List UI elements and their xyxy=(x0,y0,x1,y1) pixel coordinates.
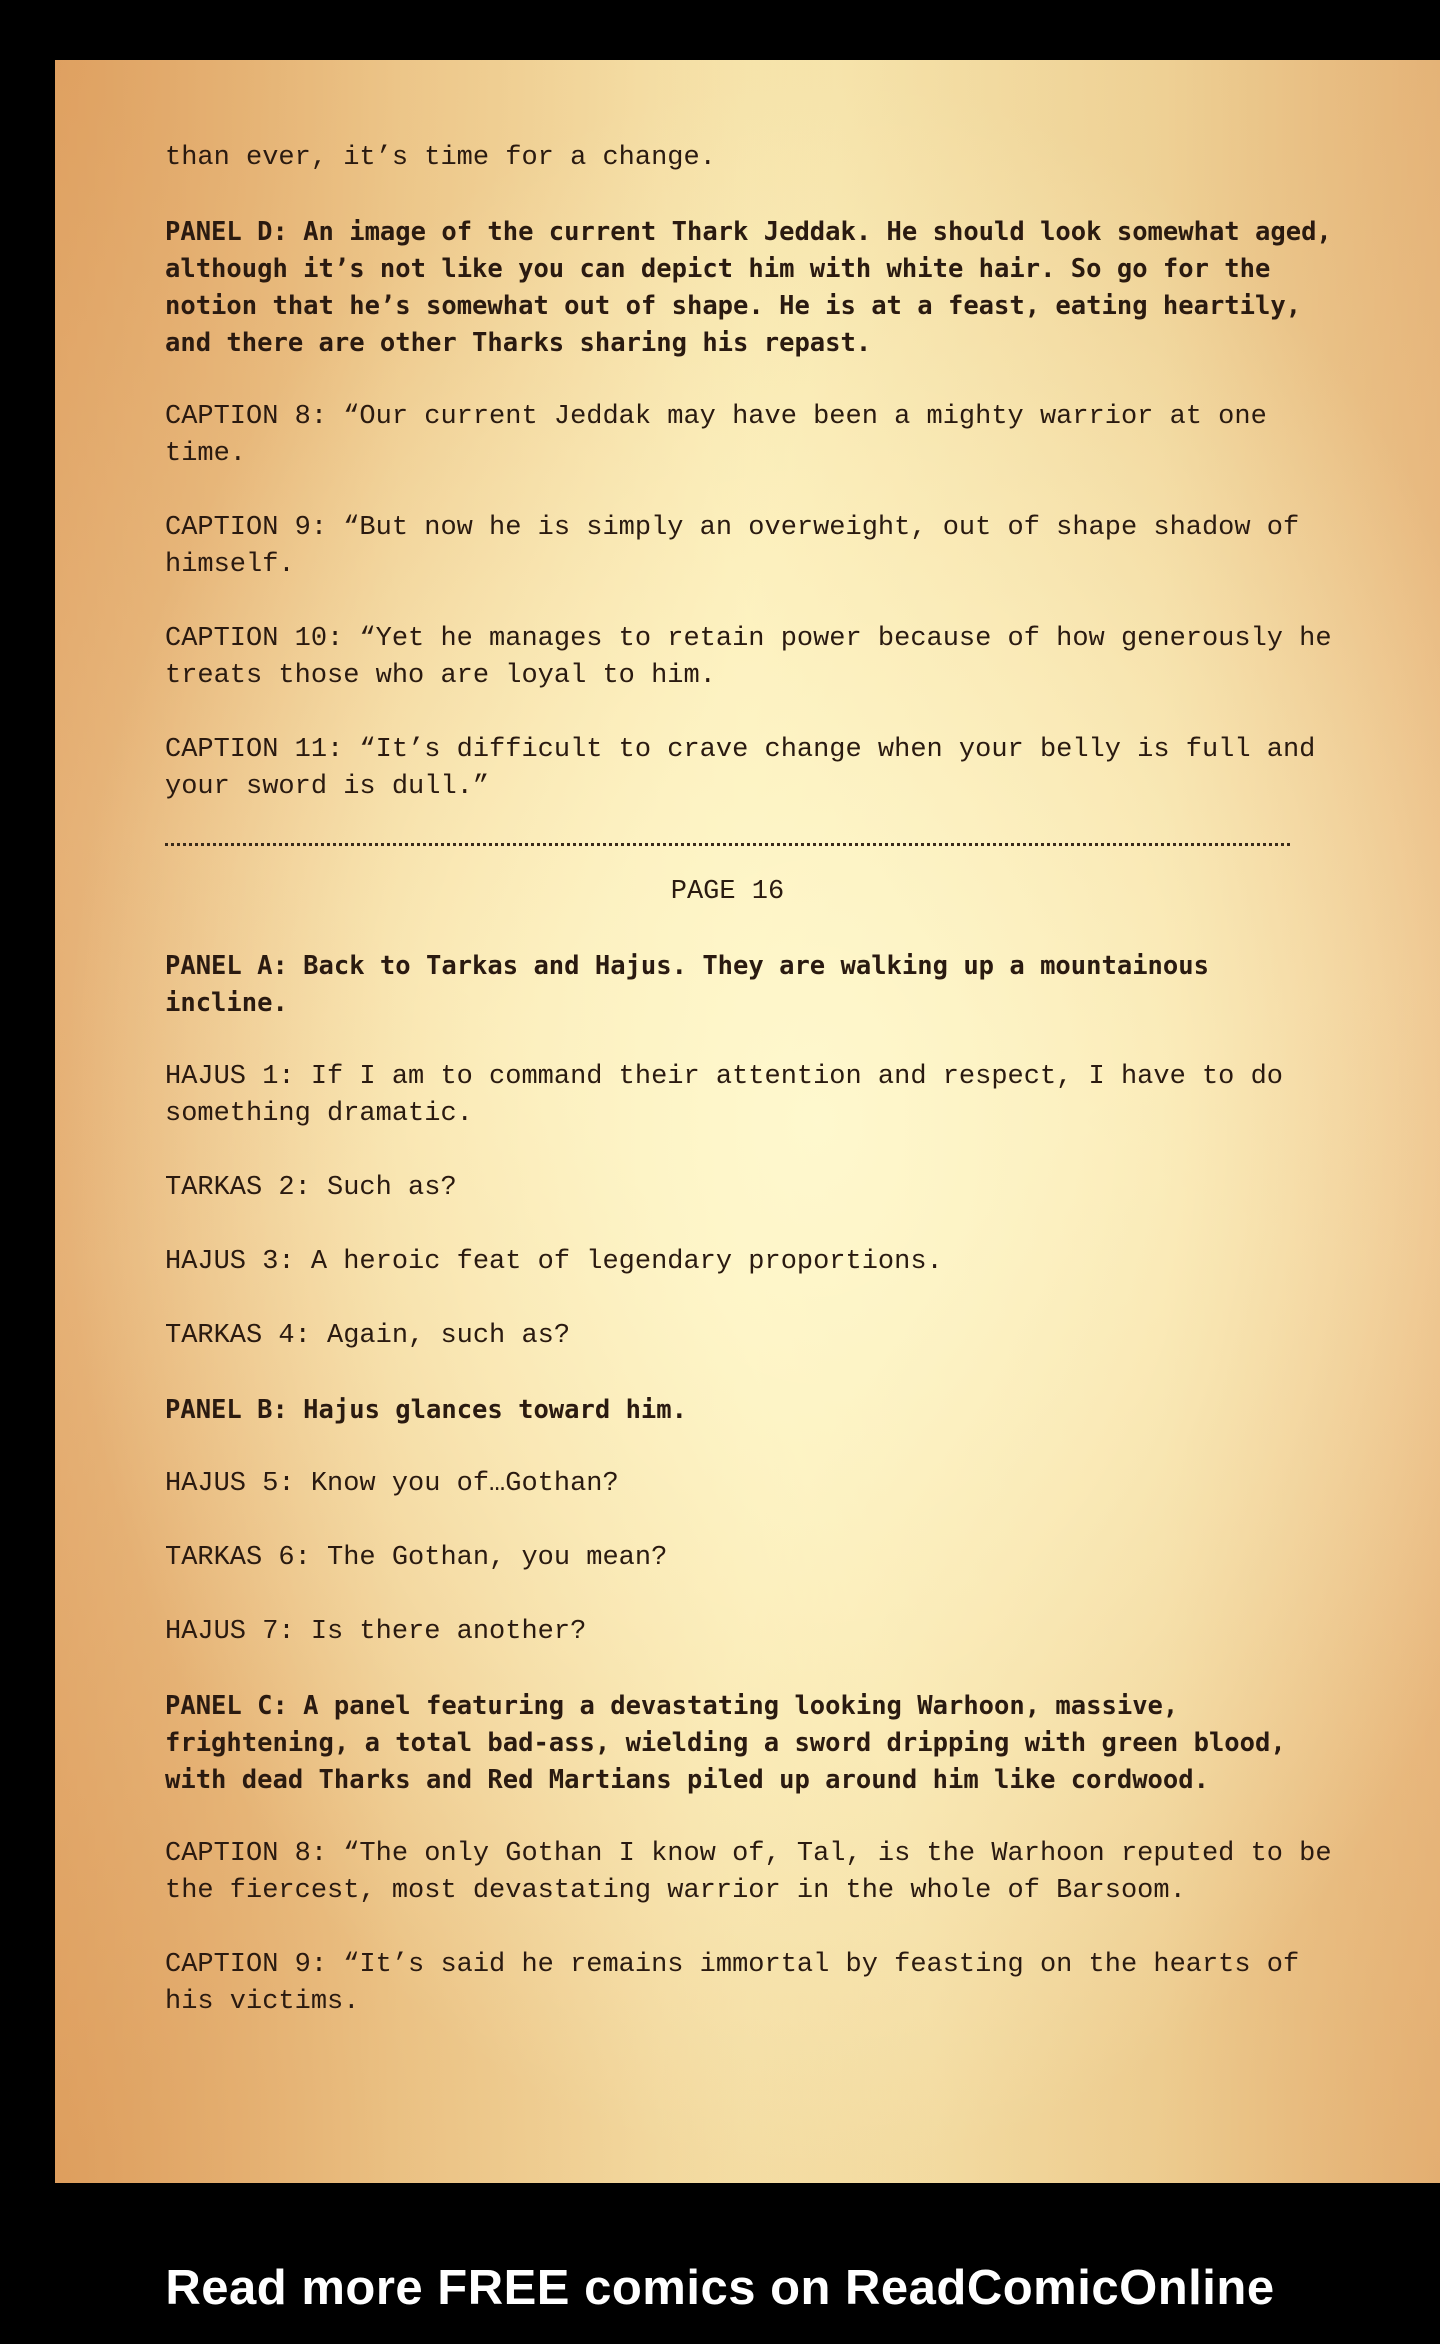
caption-line: CAPTION 9: “But now he is simply an overweight, out of shape shadow of himself. xyxy=(165,513,1316,580)
promo-footer-link[interactable]: Read more FREE comics on ReadComicOnline xyxy=(165,2261,1275,2315)
panel-description: PANEL B: Hajus glances toward him. xyxy=(165,1395,687,1425)
dialogue-line: TARKAS 6: The Gothan, you mean? xyxy=(165,1543,668,1573)
script-paragraph: than ever, it’s time for a change. xyxy=(165,143,716,173)
caption-line: CAPTION 9: “It’s said he remains immortal by feasting on the hearts of his victims. xyxy=(165,1950,1316,2017)
panel-description: PANEL A: Back to Tarkas and Hajus. They are walking up a mountainous incline. xyxy=(165,951,1225,1018)
script-blocks-bottom xyxy=(165,948,1348,2021)
page-heading: PAGE 16 xyxy=(670,877,785,907)
dialogue-line: HAJUS 1: If I am to command their attention and respect, I have to do something dramatic. xyxy=(165,1062,1300,1129)
dialogue-line: HAJUS 5: Know you of…Gothan? xyxy=(165,1469,619,1499)
script-page xyxy=(55,60,1440,2183)
script-content xyxy=(165,140,1348,2058)
dialogue-line: TARKAS 2: Such as? xyxy=(165,1173,457,1203)
script-blocks-top xyxy=(165,140,1348,806)
caption-line: CAPTION 11: “It’s difficult to crave change when your belly is full and your sword is dull.” xyxy=(165,735,1332,802)
dialogue-line: HAJUS 3: A heroic feat of legendary proportions. xyxy=(165,1247,943,1277)
caption-line: CAPTION 8: “The only Gothan I know of, Tal, is the Warhoon reputed to be the fiercest, most devastating warrior in the whole of Barsoom. xyxy=(165,1839,1348,1906)
section-divider xyxy=(165,843,1290,846)
dialogue-line: HAJUS 7: Is there another? xyxy=(165,1617,587,1647)
panel-description: PANEL D: An image of the current Thark Jeddak. He should look somewhat aged, although it’s not like you can depict him with white hair. So go for the notion that he’s somewhat out of shape. He is at a feast, eating heartily, and there are other Tharks sharing his repast. xyxy=(165,217,1348,358)
caption-line: CAPTION 10: “Yet he manages to retain power because of how generously he treats those who are loyal to him. xyxy=(165,624,1348,691)
caption-line: CAPTION 8: “Our current Jeddak may have been a mighty warrior at one time. xyxy=(165,402,1283,469)
panel-description: PANEL C: A panel featuring a devastating looking Warhoon, massive, frightening, a total bad-ass, wielding a sword dripping with green blood, with dead Tharks and Red Martians piled up around him like cordwood. xyxy=(165,1691,1302,1795)
dialogue-line: TARKAS 4: Again, such as? xyxy=(165,1321,571,1351)
